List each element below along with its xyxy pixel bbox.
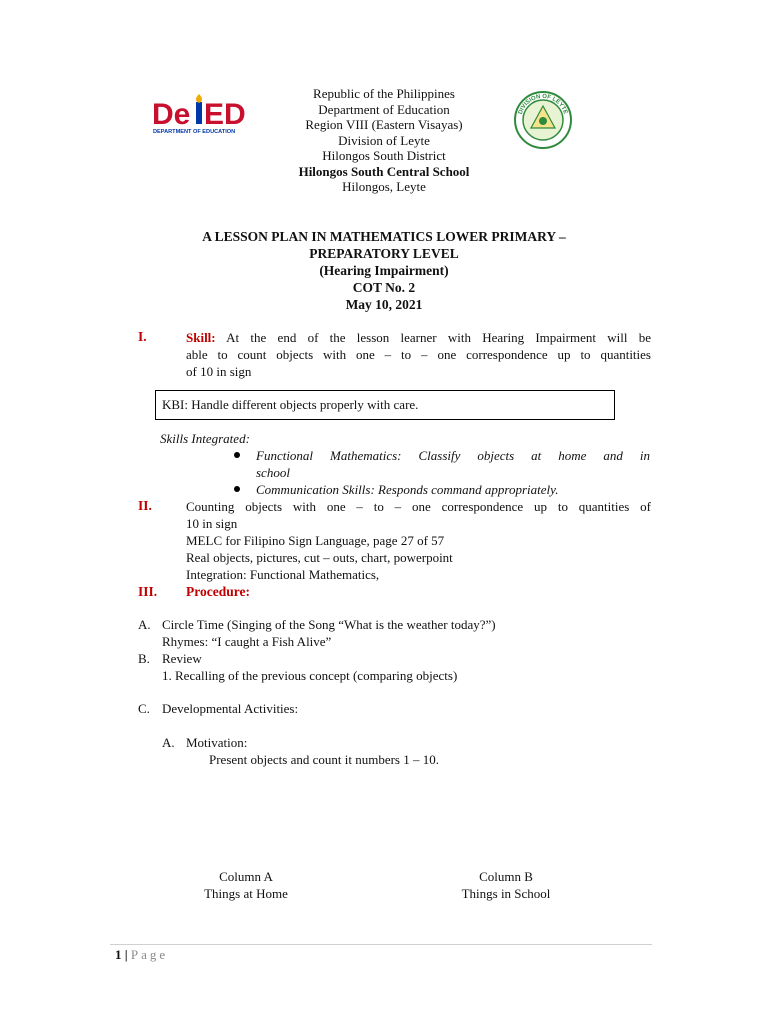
skills-item-1-line-1: Functional Mathematics: Classify objects at home and in [256,448,650,463]
section-3-numeral: III. [138,584,158,599]
motivation-text: Present objects and count it numbers 1 – 10. [209,752,439,767]
page-word: Page [130,947,169,962]
procedure-b-letter: B. [138,651,150,666]
header-line-region: Region VIII (Eastern Visayas) [305,117,463,132]
title-line-2: PREPARATORY LEVEL [309,246,459,261]
section-1-skill [186,329,651,380]
section-1-numeral: I. [138,329,147,344]
page-separator: | [124,947,128,962]
column-b [446,868,566,902]
skills-item-1 [256,447,650,481]
column-a [196,868,296,902]
header-line-department: Department of Education [318,101,450,117]
skills-item-2: Communication Skills: Responds command appropriately. [256,482,559,497]
skill-line-1-text: At the end of the lesson learner with Hearing Impairment will be [226,330,651,345]
footer-divider [110,944,652,945]
skill-line-2: able to count objects with one – to – one correspondence up to quantities [186,347,651,362]
column-b-title: Column B [479,869,533,884]
column-a-subtitle: Things at Home [204,886,288,901]
column-b-subtitle: Things in School [461,886,551,901]
bullet-icon [234,452,240,458]
section-3-label: Procedure: [186,584,250,599]
header-line-republic: Republic of the Philippines [313,86,455,101]
school-name: Hilongos South Central School [298,163,470,179]
procedure-c-line-1: Developmental Activities: [162,701,299,716]
procedure-a-line-1: Circle Time (Singing of the Song “What is the weather today?”) [162,617,496,632]
header-line-district: Hilongos South District [322,148,446,163]
procedure-a-line-2: Rhymes: “I caught a Fish Alive” [162,634,332,649]
procedure-b [162,650,457,684]
section-2-content [186,498,651,583]
column-a-title: Column A [219,869,273,884]
title-line-3: (Hearing Impairment) [319,263,449,278]
procedure-a-letter: A. [138,617,151,632]
page-number: 1 [115,947,122,962]
lesson-title [110,228,658,313]
kbi-box: KBI: Handle different objects properly with care. [155,390,615,420]
motivation-letter: A. [162,735,175,750]
deped-subtext: DEPARTMENT OF EDUCATION [153,129,236,135]
title-line-4: COT No. 2 [352,280,416,295]
title-line-1: A LESSON PLAN IN MATHEMATICS LOWER PRIMARY – [202,229,566,244]
school-location: Hilongos, Leyte [342,179,426,194]
procedure-c-letter: C. [138,701,150,716]
skill-line-1 [186,329,651,346]
skill-label: Skill: [186,330,216,345]
procedure-b-line-2: 1. Recalling of the previous concept (comparing objects) [162,668,458,683]
section-2-numeral: II. [138,498,152,513]
skill-line-3: of 10 in sign [186,364,252,379]
letterhead [200,86,568,195]
svg-text:De: De [152,98,191,131]
section-2-line-5: Integration: Functional Mathematics, [186,567,380,582]
svg-text:ED: ED [204,98,246,131]
section-2-line-2: 10 in sign [186,516,238,531]
bullet-icon [234,486,240,492]
title-line-5: May 10, 2021 [345,297,423,312]
page-footer [115,947,168,963]
motivation-heading: Motivation: [186,735,248,750]
procedure-b-line-1: Review [162,651,202,666]
section-2-line-1: Counting objects with one – to – one correspondence up to quantities of [186,499,651,514]
skills-integrated-heading: Skills Integrated: [160,431,250,446]
skills-item-1-line-2: school [256,465,290,480]
svg-text:DIVISION OF LEYTE: DIVISION OF LEYTE [517,93,569,116]
section-2-line-3: MELC for Filipino Sign Language, page 27 of 57 [186,533,445,548]
procedure-a [162,616,496,650]
section-2-line-4: Real objects, pictures, cut – outs, chart, powerpoint [186,550,453,565]
header-line-division: Division of Leyte [338,132,430,148]
